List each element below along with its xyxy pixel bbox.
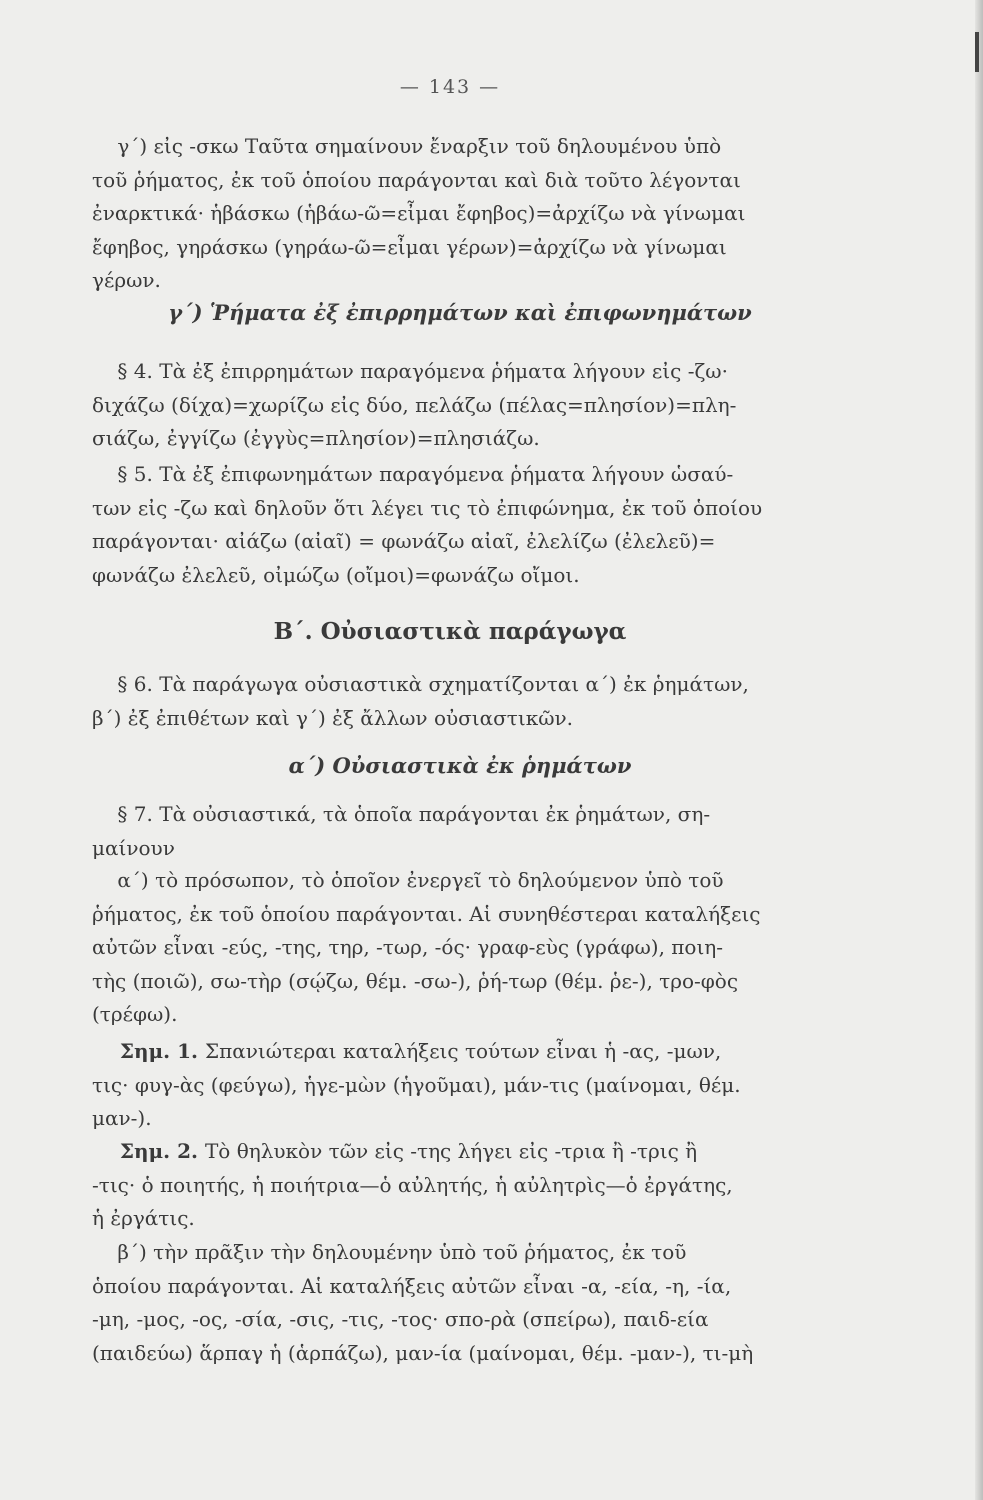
text-line: σιάζω, ἐγγίζω (ἐγγὺς=πλησίον)=πλησιάζω. — [92, 426, 540, 450]
paragraph-6 — [92, 668, 842, 735]
note-label: Σημ. 2. — [92, 1139, 205, 1163]
text-line: -τις· ὁ ποιητής, ἡ ποιήτρια—ὁ αὐλητής, ἡ αὐλητρὶς—ὁ ἐργάτης, — [92, 1172, 733, 1197]
text-line: τις· φυγ-ὰς (φεύγω), ἡγε-μὼν (ἡγοῦμαι), μάν-τις (μαίνομαι, θέμ. — [92, 1072, 741, 1097]
text-line: ὁποίου παράγονται. Αἱ καταλήξεις αὐτῶν εἶναι -α, -εία, -η, -ία, — [92, 1273, 732, 1298]
paragraph-5 — [92, 458, 842, 592]
text-line: ἐναρκτικά· ἡβάσκω (ἡβάω-ῶ=εἶμαι ἔφηβος)=ἀρχίζω νὰ γίνωμαι — [92, 201, 746, 225]
text-line: α΄) τὸ πρόσωπον, τὸ ὁποῖον ἐνεργεῖ τὸ δηλούμενον ὑπὸ τοῦ — [92, 868, 724, 892]
text-line: ἔφηβος, γηράσκω (γηράω-ῶ=εἶμαι γέρων)=ἀρχίζω νὰ γίνωμαι — [92, 234, 727, 259]
note-label: Σημ. 1. — [92, 1039, 205, 1063]
note-text: Σπανιώτεραι καταλήξεις τούτων εἶναι ἡ -ας, -μων, — [204, 1039, 722, 1063]
scan-mark — [975, 32, 979, 72]
note-2 — [92, 1135, 842, 1236]
text-line: τὴς (ποιῶ), σω-τὴρ (σῴζω, θέμ. -σω-), ῥή-τωρ (θέμ. ῥε-), τρο-φὸς — [92, 968, 739, 993]
paragraph-7b — [92, 1236, 842, 1370]
text-line: φωνάζω ἐλελεῦ, οἰμώζω (οἴμοι)=φωνάζω οἴμοι. — [92, 562, 580, 587]
section-heading-B: Β΄. Οὐσιαστικὰ παράγωγα — [273, 618, 627, 645]
text-line: ἡ ἐργάτις. — [92, 1206, 195, 1230]
text-line — [92, 1135, 842, 1169]
subsection-heading-alpha: α΄) Οὐσιαστικὰ ἐκ ῥημάτων — [288, 753, 632, 778]
text-line: § 5. Τὰ ἐξ ἐπιφωνημάτων παραγόμενα ῥήματα λήγουν ὡσαύ- — [92, 462, 734, 486]
text-line: § 4. Τὰ ἐξ ἐπιρρημάτων παραγόμενα ῥήματα λήγουν εἰς -ζω· — [92, 359, 728, 383]
paragraph-7 — [92, 798, 842, 865]
text-line: των εἰς -ζω καὶ δηλοῦν ὅτι λέγει τις τὸ ἐπιφώνημα, ἐκ τοῦ ὁποίου — [92, 495, 763, 520]
text-line: β΄) τὴν πρᾶξιν τὴν δηλουμένην ὑπὸ τοῦ ῥήματος, ἐκ τοῦ — [92, 1240, 687, 1264]
text-line: τοῦ ῥήματος, ἐκ τοῦ ὁποίου παράγονται καὶ διὰ τοῦτο λέγονται — [92, 167, 741, 192]
note-text: Τὸ θηλυκὸν τῶν εἰς -της λήγει εἰς -τρια ἢ -τρις ἢ — [204, 1139, 698, 1163]
paragraph-skw — [92, 130, 842, 298]
text-line: γέρων. — [92, 268, 161, 292]
text-line — [92, 1035, 842, 1069]
text-line: διχάζω (δίχα)=χωρίζω εἰς δύο, πελάζω (πέλας=πλησίον)=πλη- — [92, 392, 737, 417]
subsection-heading-gamma: γ΄) Ῥήματα ἐξ ἐπιρρημάτων καὶ ἐπιφωνημάτων — [168, 300, 752, 325]
text-line: -μη, -μος, -ος, -σία, -σις, -τις, -τος· σπο-ρὰ (σπείρω), παιδ-εία — [92, 1307, 709, 1331]
text-line: (παιδεύω) ἅρπαγ ἡ (ἁρπάζω), μαν-ία (μαίνομαι, θέμ. -μαν-), τι-μὴ — [92, 1340, 754, 1365]
text-line: ῥήματος, ἐκ τοῦ ὁποίου παράγονται. Αἱ συνηθέστεραι καταλήξεις — [92, 901, 761, 926]
paragraph-7a — [92, 864, 842, 1032]
paragraph-4 — [92, 355, 842, 456]
text-line: β΄) ἐξ ἐπιθέτων καὶ γ΄) ἐξ ἄλλων οὐσιαστικῶν. — [92, 705, 574, 730]
text-line: παράγονται· αἰάζω (αἰαῖ) = φωνάζω αἰαῖ, ἐλελίζω (ἐλελεῦ)= — [92, 529, 716, 553]
text-line: § 7. Τὰ οὐσιαστικά, τὰ ὁποῖα παράγονται ἐκ ῥημάτων, ση- — [92, 802, 711, 826]
text-line: μαίνουν — [92, 835, 175, 860]
text-line: αὐτῶν εἶναι -εύς, -της, τηρ, -τωρ, -ός· γραφ-εὺς (γράφω), ποιη- — [92, 935, 724, 959]
text-line: (τρέφω). — [92, 1002, 178, 1026]
text-line: μαν-). — [92, 1106, 152, 1130]
note-1 — [92, 1035, 842, 1136]
page-number: — 143 — — [399, 76, 501, 98]
text-line: γ΄) εἰς -σκω Ταῦτα σημαίνουν ἔναρξιν τοῦ δηλουμένου ὑπὸ — [92, 134, 722, 158]
page-edge-shadow — [975, 0, 983, 1500]
text-line: § 6. Τὰ παράγωγα οὐσιαστικὰ σχηματίζονται α΄) ἐκ ῥημάτων, — [92, 672, 749, 696]
